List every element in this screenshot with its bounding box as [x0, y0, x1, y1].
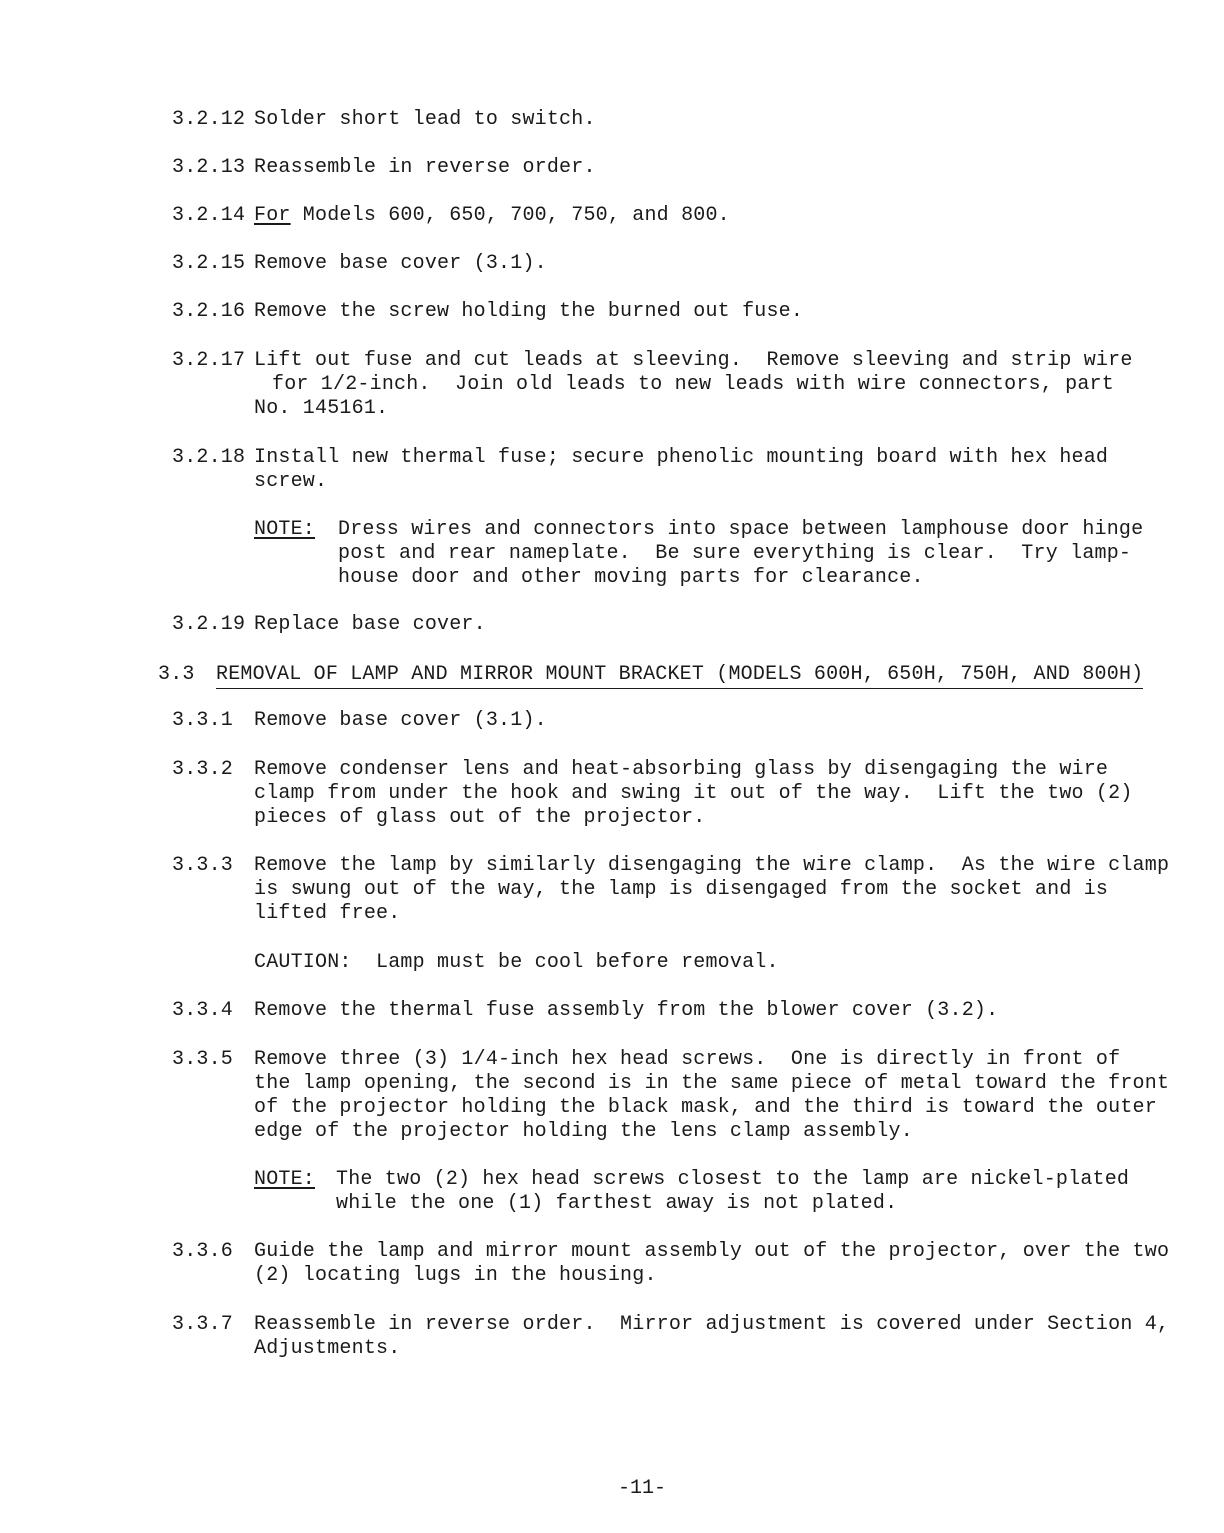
note-label: NOTE: [254, 518, 316, 541]
item-text: Remove base cover (3.1). [254, 252, 547, 275]
note-text: Dress wires and connectors into space between lamphouse door hinge [338, 518, 1144, 541]
item-number: 3.2.14 [172, 204, 246, 227]
item-number: 3.3.5 [172, 1048, 234, 1071]
item-number: 3.3.1 [172, 709, 234, 732]
item-number: 3.2.13 [172, 156, 246, 179]
item-text: Adjustments. [254, 1337, 401, 1360]
item-text: for 1/2-inch. Join old leads to new leads with wire connectors, part [272, 373, 1114, 396]
item-text: Install new thermal fuse; secure phenolic mounting board with hex head [254, 446, 1109, 469]
item-text: of the projector holding the black mask, and the third is toward the outer [254, 1096, 1157, 1119]
item-text: the lamp opening, the second is in the same piece of metal toward the front [254, 1072, 1170, 1095]
item-text: Solder short lead to switch. [254, 108, 596, 131]
item-text: Remove condenser lens and heat-absorbing glass by disengaging the wire [254, 758, 1109, 781]
item-number: 3.2.19 [172, 613, 246, 636]
item-text: For Models 600, 650, 700, 750, and 800. [254, 204, 730, 227]
item-text: Remove base cover (3.1). [254, 709, 547, 732]
item-text: Remove three (3) 1/4-inch hex head screws. One is directly in front of [254, 1048, 1121, 1071]
item-number: 3.2.18 [172, 446, 246, 469]
item-text: Remove the lamp by similarly disengaging the wire clamp. As the wire clamp [254, 854, 1170, 877]
note-text: while the one (1) farthest away is not plated. [336, 1192, 898, 1215]
note-label: NOTE: [254, 1168, 316, 1191]
item-text: Replace base cover. [254, 613, 486, 636]
caution-text: CAUTION: Lamp must be cool before removal. [254, 951, 779, 974]
item-number: 3.3.3 [172, 854, 234, 877]
item-number: 3.2.17 [172, 349, 246, 372]
item-number: 3.3.4 [172, 999, 234, 1022]
section-number: 3.3 [158, 663, 195, 686]
item-text: Reassemble in reverse order. [254, 156, 596, 179]
item-text: is swung out of the way, the lamp is disengaged from the socket and is [254, 878, 1109, 901]
underlined-for: For [254, 204, 291, 227]
item-number: 3.3.7 [172, 1313, 234, 1336]
note-text: house door and other moving parts for clearance. [338, 566, 924, 589]
section-title: REMOVAL OF LAMP AND MIRROR MOUNT BRACKET (MODELS 600H, 650H, 750H, AND 800H) [216, 663, 1143, 689]
item-number: 3.2.12 [172, 108, 246, 131]
item-text: Remove the thermal fuse assembly from the blower cover (3.2). [254, 999, 999, 1022]
item-text: clamp from under the hook and swing it out of the way. Lift the two (2) [254, 782, 1133, 805]
item-text: pieces of glass out of the projector. [254, 806, 706, 829]
item-text: screw. [254, 470, 328, 493]
item-number: 3.2.15 [172, 252, 246, 275]
item-text: Reassemble in reverse order. Mirror adjustment is covered under Section 4, [254, 1313, 1170, 1336]
note-text: post and rear nameplate. Be sure everything is clear. Try lamp- [338, 542, 1132, 565]
item-number: 3.2.16 [172, 300, 246, 323]
item-text: No. 145161. [254, 397, 389, 420]
item-number: 3.3.2 [172, 758, 234, 781]
note-text: The two (2) hex head screws closest to the lamp are nickel-plated [336, 1168, 1130, 1191]
item-text: lifted free. [254, 902, 401, 925]
item-number: 3.3.6 [172, 1240, 234, 1263]
item-text: (2) locating lugs in the housing. [254, 1264, 657, 1287]
item-text: edge of the projector holding the lens clamp assembly. [254, 1120, 913, 1143]
item-text: Guide the lamp and mirror mount assembly out of the projector, over the two [254, 1240, 1170, 1263]
item-text: Remove the screw holding the burned out fuse. [254, 300, 804, 323]
item-text: Lift out fuse and cut leads at sleeving. Remove sleeving and strip wire [254, 349, 1133, 372]
page-number: -11- [618, 1477, 667, 1500]
